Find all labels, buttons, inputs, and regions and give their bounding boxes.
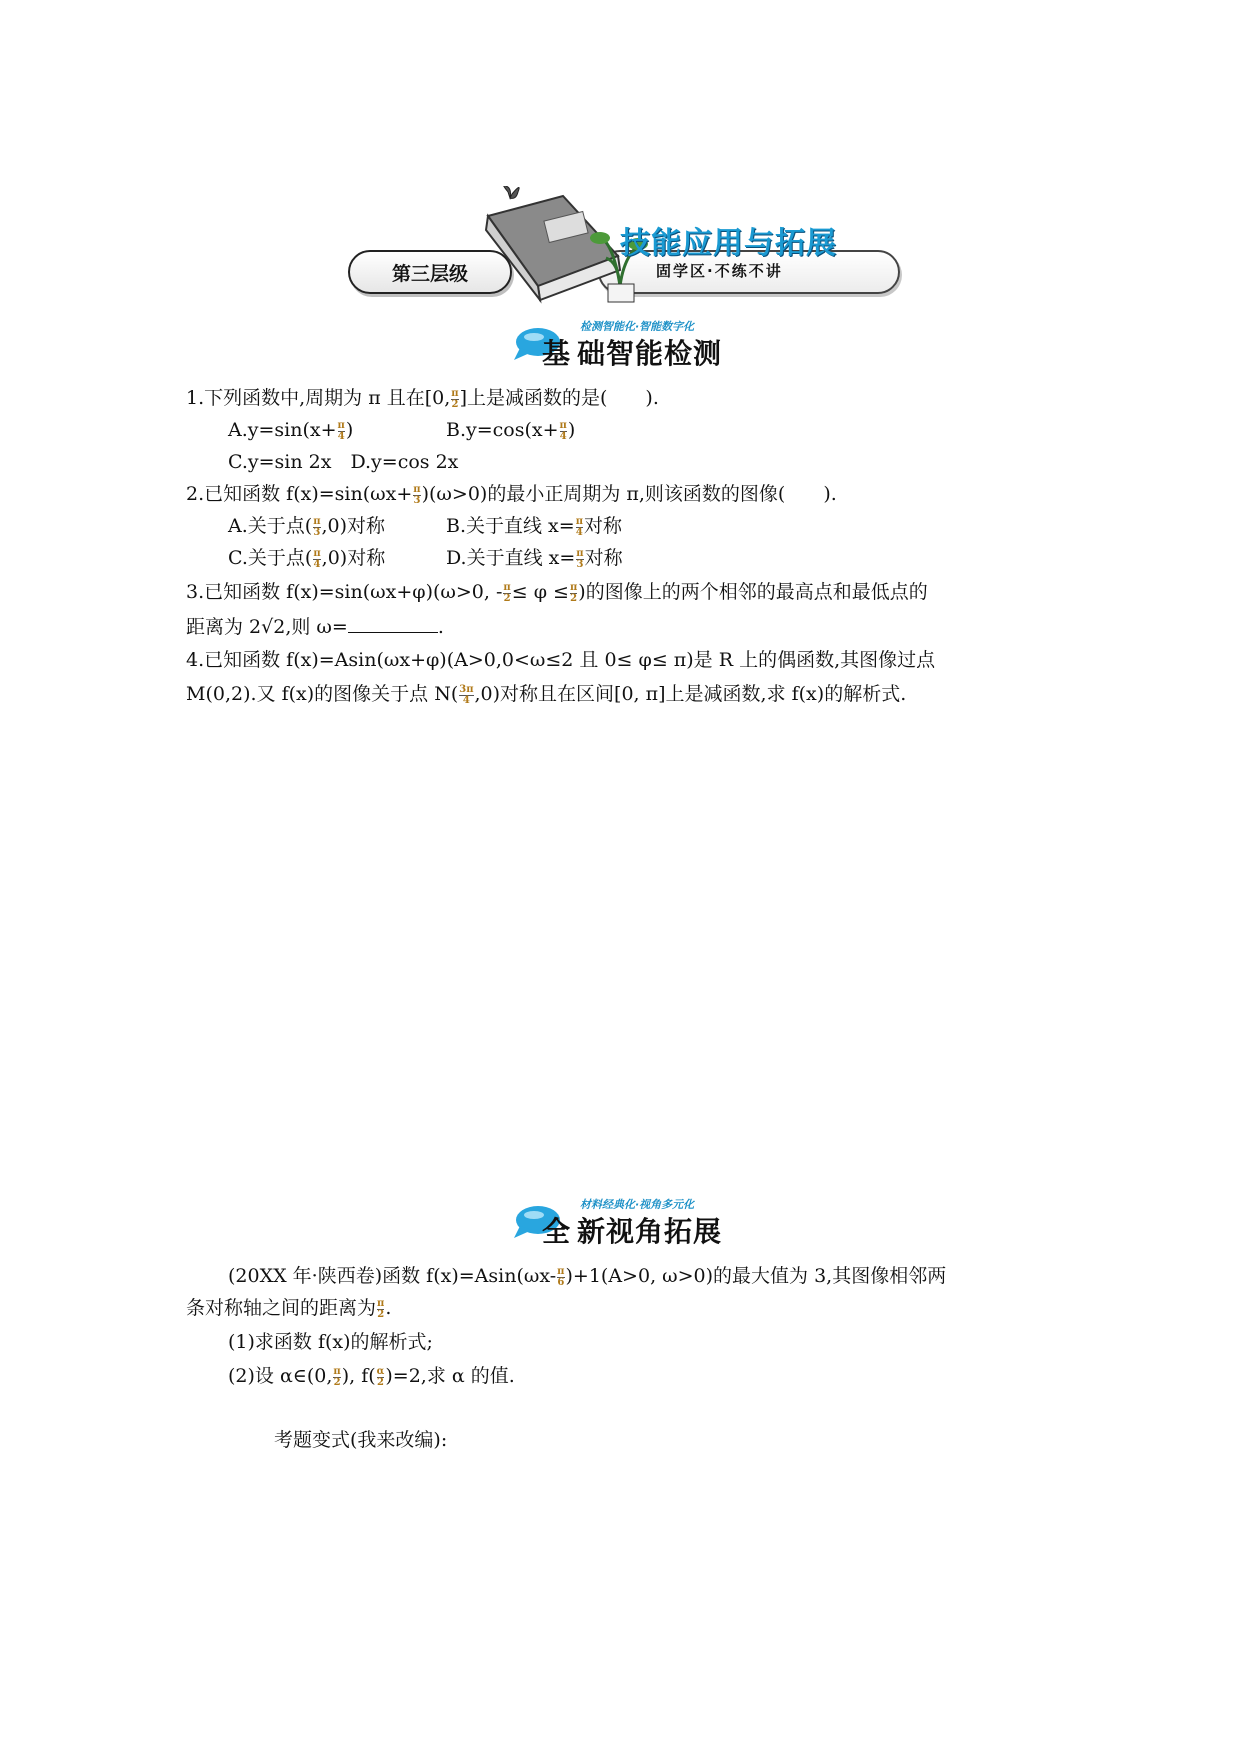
q1-stem bbox=[186, 386, 659, 410]
fraction: $\frac{\pi}{2}$ bbox=[451, 387, 459, 410]
q4-line-2: M(0,2).又 f(x)的图像关于点 N( $\frac{3\pi}{4}$ ,0)对称且在区间[0, π]上是减函数,求 f(x)的解析式. bbox=[186, 683, 907, 706]
q2-stem: 2.已知函数 f(x)=sin(ωx+ $\frac{\pi}{3}$ )(ω>0)的最小正周期为 π,则该函数的图像( ). bbox=[186, 483, 837, 506]
ext-line-2: 条对称轴之间的距离为 $\frac{\pi}{2}$ . bbox=[186, 1297, 392, 1320]
fraction: $\frac{\pi}{4}$ bbox=[559, 419, 567, 442]
section-title bbox=[542, 332, 722, 372]
chapter-banner bbox=[348, 188, 896, 306]
banner-subtitle: 固学区·不练不讲 bbox=[656, 262, 783, 280]
q3-line-2: 距离为 2√2,则 ω= . bbox=[186, 616, 444, 638]
fraction: $\frac{3\pi}{4}$ bbox=[459, 683, 474, 706]
section-tagline: 检测智能化·智能数字化 bbox=[580, 320, 695, 333]
section-title bbox=[542, 1210, 722, 1250]
q3-line-1: 3.已知函数 f(x)=sin(ωx+φ)(ω>0, - $\frac{\pi}{2}$ ≤ φ ≤ $\frac{\pi}{2}$ )的图像上的两个相邻的最高点和最低点的 bbox=[186, 581, 928, 604]
section-title-rest: 新视角拓展 bbox=[577, 1215, 723, 1248]
q4-line-1: 4.已知函数 f(x)=Asin(ωx+φ)(A>0,0<ω≤2 且 0≤ φ≤ π)是 R 上的偶函数,其图像过点 bbox=[186, 649, 936, 671]
fraction: $\frac{\pi}{6}$ bbox=[557, 1265, 565, 1288]
ext-part-2: (2)设 α∈(0, $\frac{\pi}{2}$ ), f( $\frac{\alpha}{2}$ )=2,求 α 的值. bbox=[228, 1365, 515, 1388]
section-title-rest: 础智能检测 bbox=[577, 337, 723, 370]
q2-option-c: C.关于点( $\frac{\pi}{4}$ ,0)对称 bbox=[228, 547, 386, 570]
section-title-first-char: 全 bbox=[542, 1215, 572, 1248]
fraction: $\frac{\pi}{2}$ bbox=[503, 581, 511, 604]
fraction: $\frac{\pi}{3}$ bbox=[313, 515, 321, 538]
fraction: $\frac{\pi}{4}$ bbox=[575, 515, 584, 538]
level-label: 第三层级 bbox=[348, 250, 512, 294]
fraction: $\frac{\pi}{2}$ bbox=[569, 581, 578, 604]
fraction: $\frac{\alpha}{2}$ bbox=[376, 1365, 385, 1388]
fraction: $\frac{\pi}{4}$ bbox=[337, 419, 345, 442]
q2-option-d: D.关于直线 x= $\frac{\pi}{3}$ 对称 bbox=[446, 547, 623, 570]
q1-option-cd: C.y=sin 2x D.y=cos 2x bbox=[228, 451, 459, 473]
fraction: $\frac{\pi}{4}$ bbox=[313, 547, 321, 570]
q1-option-b: B.y=cos(x+ $\frac{\pi}{4}$ ) bbox=[446, 419, 576, 442]
q2-option-a: A.关于点( $\frac{\pi}{3}$ ,0)对称 bbox=[228, 515, 386, 538]
q1-stem-part: ]上是减函数的是( ). bbox=[459, 387, 659, 409]
fraction: $\frac{\pi}{3}$ bbox=[413, 483, 421, 506]
q2-option-b: B.关于直线 x= $\frac{\pi}{4}$ 对称 bbox=[446, 515, 623, 538]
answer-blank[interactable] bbox=[348, 614, 438, 633]
fraction: $\frac{\pi}{2}$ bbox=[377, 1297, 385, 1320]
section-header-basic bbox=[512, 318, 752, 374]
banner-title: 技能应用与拓展 bbox=[620, 226, 837, 261]
fraction: $\frac{\pi}{3}$ bbox=[576, 547, 584, 570]
section-tagline: 材料经典化·视角多元化 bbox=[580, 1198, 695, 1211]
variant-prompt: 考题变式(我来改编): bbox=[274, 1429, 448, 1451]
ext-part-1: (1)求函数 f(x)的解析式; bbox=[228, 1331, 433, 1353]
q1-stem-part: 1.下列函数中,周期为 π 且在[0, bbox=[186, 387, 451, 409]
section-title-first-char: 基 bbox=[542, 337, 572, 370]
fraction: $\frac{\pi}{2}$ bbox=[333, 1365, 341, 1388]
q1-option-a: A.y=sin(x+ $\frac{\pi}{4}$ ) bbox=[228, 419, 354, 442]
section-header-extension bbox=[512, 1196, 752, 1252]
ext-line-1: (20XX 年·陕西卷)函数 f(x)=Asin(ωx- $\frac{\pi}{6}$ )+1(A>0, ω>0)的最大值为 3,其图像相邻两 bbox=[228, 1265, 947, 1288]
